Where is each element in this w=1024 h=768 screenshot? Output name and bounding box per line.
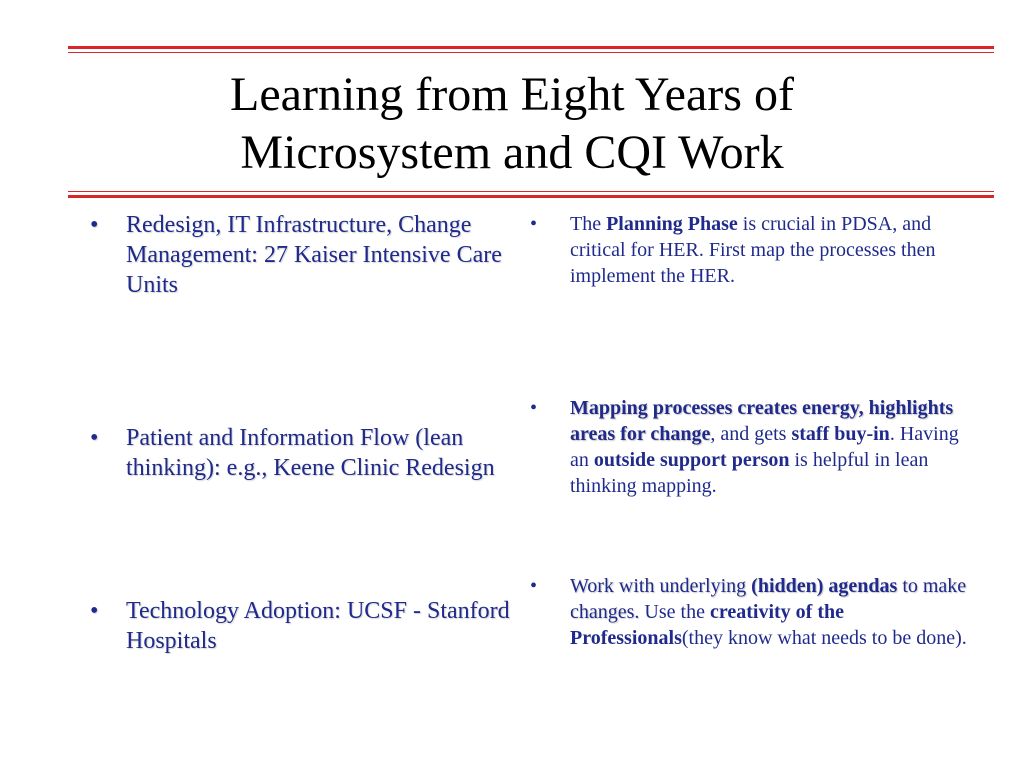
staff-buy-in-emphasis: staff buy-in	[791, 423, 890, 445]
right-bullet-3	[528, 573, 968, 651]
slide-title	[68, 66, 956, 182]
left-bullet-3	[90, 596, 510, 656]
bullet-icon: •	[90, 425, 99, 451]
planning-phase-emphasis: Planning Phase	[606, 213, 738, 235]
right-bullet-2-text	[570, 395, 968, 499]
bullet-icon: •	[90, 598, 99, 624]
right-bullet-3-text	[570, 573, 968, 651]
left-bullet-1	[90, 210, 510, 300]
right-bullet-2	[528, 395, 968, 499]
bullet-icon: •	[530, 397, 538, 419]
title-rule-top	[68, 46, 994, 53]
left-bullet-2	[90, 423, 510, 483]
bullet-icon: •	[530, 213, 538, 235]
left-bullet-1-text: Redesign, IT Infrastructure, Change Management: 27 Kaiser Intensive Care Units	[126, 212, 502, 298]
left-bullet-3-text: Technology Adoption: UCSF - Stanford Hospitals	[126, 598, 510, 654]
outside-support-emphasis: outside support person	[593, 449, 790, 471]
right-bullet-2-part-4: . Having an	[570, 423, 959, 471]
right-bullet-2-part-2: , and gets	[710, 423, 792, 445]
right-bullet-1	[528, 211, 968, 289]
left-bullet-2-text: Patient and Information Flow (lean thinking): e.g., Keene Clinic Redesign	[126, 425, 495, 481]
mapping-processes-emphasis: Mapping processes creates energy, highlights areas for change	[570, 397, 954, 445]
right-bullet-3-part-1: Work with underlying	[570, 575, 752, 597]
right-bullet-1-text	[570, 211, 968, 289]
right-bullet-1-part-3: is crucial in PDSA, and critical for HER. First map the processes then implement the HER.	[570, 213, 936, 287]
right-bullet-3-part-3: to make changes.	[570, 575, 967, 623]
title-rule-bottom	[68, 191, 994, 198]
creativity-emphasis: creativity of the Professionals	[570, 601, 844, 649]
right-bullet-3-part-6: (they know what needs to be done).	[681, 627, 967, 649]
slide-title-line-2: Microsystem and CQI Work	[240, 126, 784, 179]
bullet-icon: •	[90, 212, 99, 238]
bullet-icon: •	[530, 575, 538, 597]
slide-title-line-1: Learning from Eight Years of	[230, 68, 794, 121]
hidden-agendas-emphasis: (hidden) agendas	[751, 575, 898, 597]
right-bullet-3-part-4: Use the	[639, 601, 710, 623]
right-bullet-1-part-1: The	[570, 213, 607, 235]
right-bullet-2-part-6: is helpful in lean thinking mapping.	[570, 449, 929, 497]
